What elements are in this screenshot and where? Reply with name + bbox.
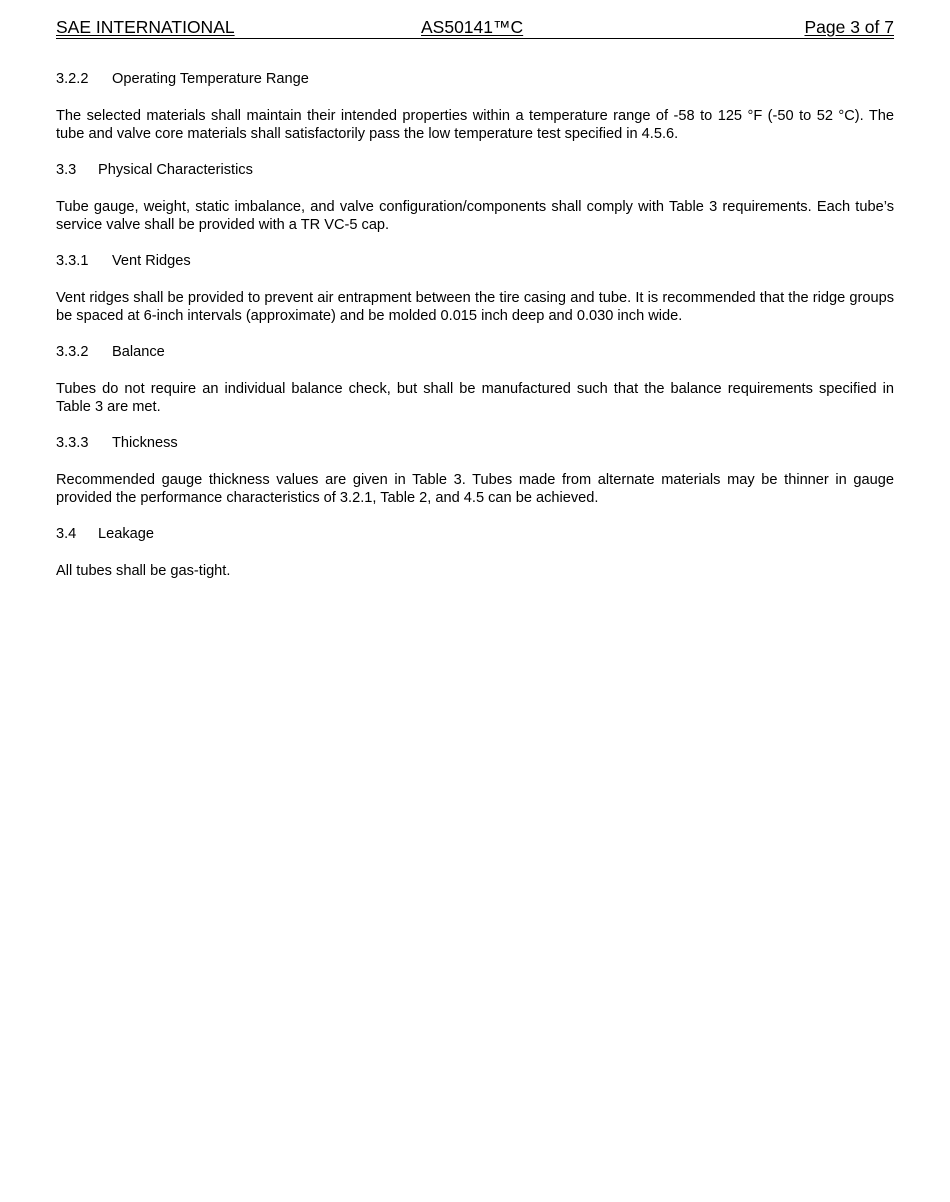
section-paragraph: All tubes shall be gas-tight. [56, 563, 231, 579]
section-number: 3.2.2 [56, 71, 89, 87]
section-number: 3.3.3 [56, 435, 89, 451]
section-3-2-2 [56, 70, 894, 161]
section-paragraph: Recommended gauge thickness values are given in Table 3. Tubes made from alternate materials may be thinner in gauge provided the performance characteristics of 3.2.1, Table 2, and 4.5 can be achieved. [56, 472, 894, 506]
header-organization: SAE INTERNATIONAL [56, 17, 235, 37]
section-3-3-2 [56, 343, 894, 434]
section-paragraph: The selected materials shall maintain their intended properties within a temperature range of -58 to 125 °F (-50 to 52 °C). The tube and valve core materials shall satisfactorily pass the low temperature test specified in 4.5.6. [56, 108, 894, 142]
section-title: Physical Characteristics [98, 162, 253, 178]
section-3-3-1 [56, 252, 894, 343]
page-header [56, 17, 894, 39]
header-document-number: AS50141™C [421, 17, 524, 37]
section-heading [56, 252, 894, 270]
section-title: Vent Ridges [112, 253, 191, 269]
section-3-4 [56, 525, 894, 580]
section-title: Leakage [98, 526, 154, 542]
section-title: Operating Temperature Range [112, 71, 309, 87]
section-number: 3.3.1 [56, 253, 89, 269]
section-heading [56, 434, 894, 452]
document-page [56, 0, 894, 1202]
section-title: Balance [112, 344, 165, 360]
section-paragraph: Tubes do not require an individual balance check, but shall be manufactured such that the balance requirements specified in Table 3 are met. [56, 381, 894, 415]
section-heading [56, 161, 894, 179]
section-paragraph: Tube gauge, weight, static imbalance, and valve configuration/components shall comply with Table 3 requirements. Each tube’s service valve shall be provided with a TR VC-5 cap. [56, 199, 894, 233]
section-number: 3.3 [56, 162, 77, 178]
section-paragraph: Vent ridges shall be provided to prevent air entrapment between the tire casing and tube. It is recommended that the ridge groups be spaced at 6-inch intervals (approximate) and be molded 0.015 inch deep and 0.030 inch wide. [56, 290, 894, 324]
section-number: 3.4 [56, 526, 77, 542]
section-heading [56, 343, 894, 361]
header-page-label: Page 3 of 7 [804, 17, 894, 37]
document-body [56, 70, 894, 580]
section-heading [56, 70, 894, 88]
section-title: Thickness [112, 435, 178, 451]
section-number: 3.3.2 [56, 344, 89, 360]
section-3-3 [56, 161, 894, 252]
section-heading [56, 525, 894, 543]
section-3-3-3 [56, 434, 894, 525]
